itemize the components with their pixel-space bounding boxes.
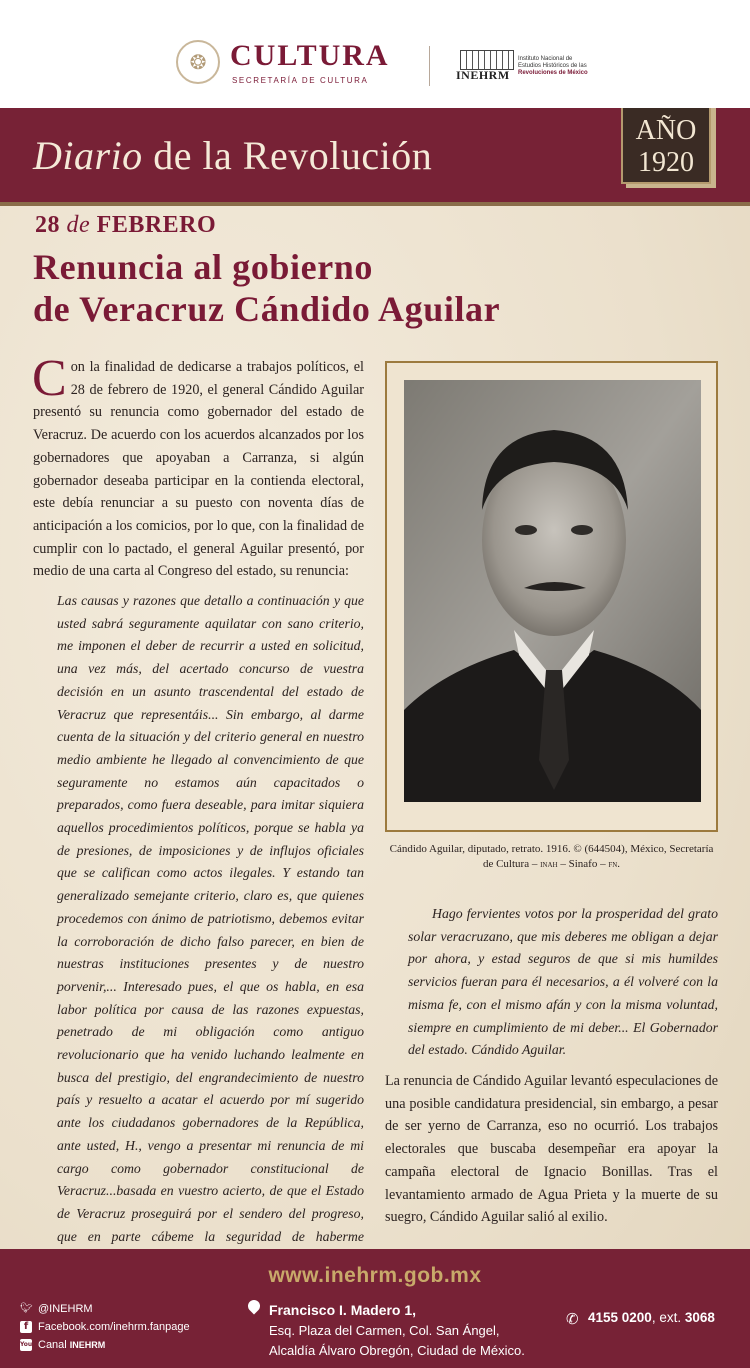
phone-main: 4155 0200 (588, 1310, 652, 1325)
resignation-quote: Las causas y razones que detallo a continuación y que usted sabrá seguramente aquilatar con sano criterio, me imponen el deber de recurrir a usted en solicitud, una vez más, del acertado concurso de vuestra decisión en un asunto trascendental del estado de Veracruz que representáis... Sin embargo, al darme cuenta de la situación y del criterio general en nuestro medio ambiente he llegado al convencimiento de que seguramente no estamos aún capacitados o preparados, como fuera deseable, para imitar siquiera aquellos procedimientos políticos, porque se habla ya de presiones, de imposiciones y de influjos oficiales que se califican como actos ilegales. Y estando tan generalizado semejante criterio, claro es, que quienes procedemos con ánimo de patriotismo, debemos evitar la corroboración de dicho falso parecer, en bien de nuestras instituciones presentes y de nuestro porvenir,... Interesado pues, el que os habla, en esa labor política por causa de las razones expuestas, penetrado de mi obligación como antiguo revolucionario que ha venido luchando lealmente en busca del prestigio, del engrandecimiento de nuestro país y resuelto a acatar el acuerdo por mí sugerido ante los ciudadanos gobernadores de la República, ante usted, H., vengo a presentar mi renuncia de mi cargo como gobernador constitucional de Veracruz...basada en vuestro acierto, de que el Estado de Veracruz proseguirá por el sendero del progreso, que en parte cábeme la seguridad de haberme (57, 593, 364, 1244)
portrait-image (404, 380, 701, 802)
caption-inah: inah (540, 859, 558, 870)
address-line3: Alcaldía Álvaro Obregón, Ciudad de México. (269, 1343, 525, 1358)
youtube-icon: You (20, 1339, 32, 1351)
inehrm-building-icon (460, 50, 514, 70)
caption-text-a: Cándido Aguilar, diputado, retrato. 1916. © (644504), México, Secretaría de Cultura – (389, 843, 714, 870)
farewell-quote: Hago fervientes votos por la prosperidad del grato solar veracruzano, que mis deberes me obligan a dejar por ahora, y estad seguros de que si mis humildes servicios fueran para él necesarios, a él volveré con la misma fe, con el mismo afán y con la misma voluntad, siempre en cumplimiento de mi deber... El Gobernador del estado. Cándido Aguilar. (408, 906, 718, 1058)
facebook-icon: f (20, 1321, 32, 1333)
year-badge-label: AÑO (635, 115, 697, 146)
portrait-photo (404, 380, 701, 802)
facebook-handle: Facebook.com/inehrm.fanpage (38, 1321, 190, 1333)
date-de: de (60, 212, 97, 238)
drop-cap: C (32, 350, 67, 407)
inehrm-name-line1: Instituto Nacional de (518, 56, 573, 62)
phone-icon: ✆ (566, 1310, 579, 1328)
article-intro (32, 350, 364, 583)
date-month: FEBRERO (96, 212, 217, 238)
year-badge-year: 1920 (638, 147, 694, 178)
phone-ext: 3068 (684, 1310, 715, 1325)
series-title-rest: de la Revolución (142, 133, 433, 178)
article-title (33, 246, 633, 330)
twitter-handle: @INEHRM (38, 1303, 93, 1315)
youtube-label: Canal (38, 1339, 70, 1351)
seal-icon: ❂ (176, 40, 220, 84)
article-intro-text: on la finalidad de dedicarse a trabajos políticos, el 28 de febrero de 1920, el general Cándido Aguilar presentó su renuncia como gobernador del estado de Veracruz. De acuerdo con los acuerdos alcanzados por los gobernadores que apoyaban a Carranza, si algún gobernador deseaba participar en la contienda electoral, este debía renunciar a su puesto con noventa días de anticipación a los comicios, por lo que, con la finalidad de cumplir con lo pactado, el general Aguilar presentó, por medio de una carta al Congreso del estado, su renuncia: (33, 359, 364, 580)
address-line2: Esq. Plaza del Carmen, Col. San Ángel, (269, 1323, 500, 1338)
caption-fn: fn (608, 859, 618, 870)
inehrm-name-line3: Revoluciones de México (518, 70, 588, 76)
banner-underline (0, 202, 750, 206)
year-badge (621, 108, 711, 184)
facebook-link[interactable] (20, 1318, 190, 1336)
series-title-italic: Diario (33, 133, 143, 178)
twitter-icon: 🐦︎ (20, 1303, 33, 1314)
youtube-channel: INEHRM (69, 1340, 106, 1350)
article-closing: La renuncia de Cándido Aguilar levantó especulaciones de una posible candidatura presidencial, sin embargo, a pesar de ser yerno de Carranza, eso no ocurrió. Los trabajos electorales que buscaba desempeñar era apoyar la campaña electoral de Ignacio Bonillas. Tras el levantamiento armado de Agua Prieta y la muerte de su suegro, Cándido Aguilar salió al exilio. (385, 1073, 718, 1226)
article-date (35, 212, 216, 239)
inehrm-logo-text[interactable]: INEHRM (456, 68, 510, 82)
article-title-line2: de Veracruz Cándido Aguilar (33, 289, 501, 329)
inehrm-name-line2: Estudios Históricos de las (518, 63, 587, 69)
phone-number[interactable] (588, 1310, 715, 1325)
inehrm-name (518, 56, 588, 77)
phone-ext-label: , ext. (651, 1310, 685, 1325)
youtube-link[interactable] (20, 1336, 190, 1354)
article-title-line1: Renuncia al gobierno (33, 247, 374, 287)
cultura-logo-text[interactable]: CULTURA (230, 39, 390, 72)
series-title (33, 132, 432, 179)
caption-end: . (617, 858, 621, 870)
cultura-subtitle: SECRETARÍA DE CULTURA (232, 76, 369, 85)
address (269, 1300, 525, 1361)
website-link[interactable]: www.inehrm.gob.mx (268, 1264, 482, 1287)
header-divider (429, 46, 430, 86)
photo-caption (385, 842, 718, 872)
social-links (20, 1300, 190, 1354)
address-street: Francisco I. Madero 1, (269, 1302, 417, 1318)
date-day: 28 (35, 212, 60, 238)
caption-text-b: – Sinafo – (557, 858, 609, 870)
twitter-link[interactable] (20, 1300, 190, 1318)
